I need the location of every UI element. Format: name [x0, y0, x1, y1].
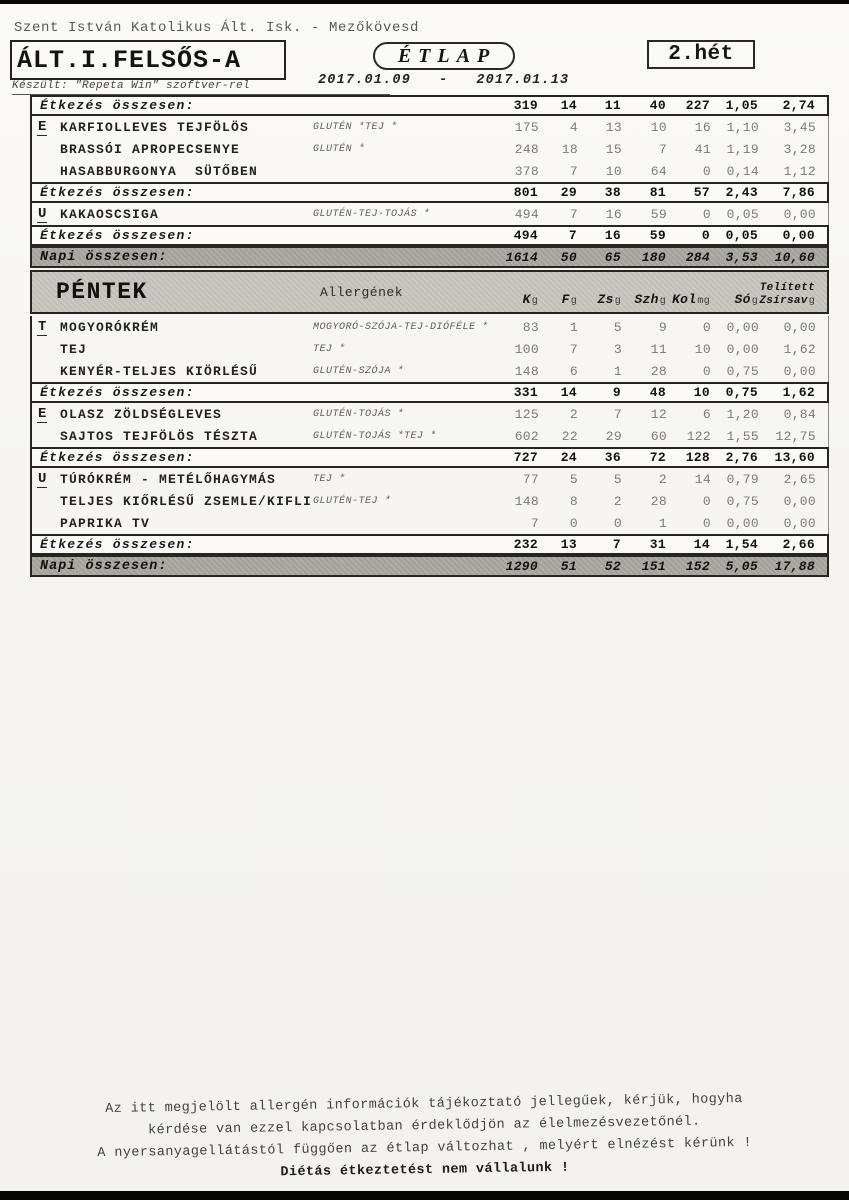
nutrition-value: 180: [641, 249, 666, 265]
nutrition-value: 0: [701, 228, 710, 243]
column-header-name: Só: [734, 292, 751, 307]
nutrition-value: 0,75: [726, 493, 759, 509]
total-label: Étkezés összesen:: [40, 98, 195, 113]
nutrition-value: 2,74: [782, 98, 815, 113]
week-number-box: [647, 40, 755, 69]
nutrition-value: 7,86: [782, 185, 815, 200]
nutrition-value: 1614: [505, 249, 538, 265]
nutrition-value: 28: [650, 363, 667, 379]
allergen-column-header: Allergének: [320, 284, 404, 300]
total-label: Napi összesen:: [40, 249, 168, 265]
nutrition-value: 2: [613, 493, 622, 509]
nutrition-value: 16: [605, 206, 622, 222]
nutrition-values: [492, 142, 828, 157]
nutrition-value: 0,00: [783, 319, 816, 335]
nutrition-value: 29: [605, 428, 622, 444]
nutrition-value: 5: [613, 471, 622, 487]
nutrition-value: 0,84: [783, 406, 816, 422]
nutrition-value: 12: [650, 406, 667, 422]
nutrition-value: 319: [513, 98, 538, 113]
nutrition-value: 0: [613, 515, 622, 531]
nutrition-value: 16: [694, 119, 711, 135]
nutrition-value: 7: [658, 141, 667, 157]
allergen-list: GLUTÉN-TEJ *: [313, 495, 392, 507]
total-label: Étkezés összesen:: [40, 385, 195, 400]
allergen-list: TEJ *: [313, 473, 346, 485]
nutrition-value: 10: [650, 119, 667, 135]
nutrition-values: [492, 342, 828, 357]
menu-item-row: [30, 425, 829, 447]
column-header: [710, 294, 758, 308]
nutrition-value: 36: [604, 450, 621, 465]
day-header-row: [30, 270, 829, 314]
menu-item-row: [30, 138, 829, 160]
date-separator: -: [439, 73, 449, 88]
meal-letter-text: T: [38, 319, 47, 335]
nutrition-value: 38: [604, 185, 621, 200]
nutrition-value: 7: [568, 228, 577, 243]
nutrition-value: 10,60: [774, 249, 815, 265]
nutrition-value: 9: [612, 385, 621, 400]
allergen-list: GLUTÉN-TEJ-TOJÁS *: [313, 208, 431, 220]
nutrition-value: 494: [514, 206, 539, 222]
nutrition-value: 0,00: [783, 515, 816, 531]
meal-letter: [32, 471, 60, 487]
nutrition-value: 52: [604, 558, 621, 574]
nutrition-values: [492, 120, 828, 135]
menu-item-row: [30, 403, 829, 425]
nutrition-value: 11: [604, 98, 621, 113]
nutrition-value: 9: [658, 319, 667, 335]
nutrition-value: 10: [694, 341, 711, 357]
nutrition-value: 31: [649, 537, 666, 552]
nutrition-value: 128: [685, 450, 710, 465]
software-credit: Készült: "Repeta Win" szoftver-rel: [12, 80, 390, 95]
week-number: 2.hét: [668, 43, 734, 66]
nutrition-value: 5: [569, 471, 578, 487]
column-header-unit: g: [659, 296, 666, 307]
menu-item-name: PAPRIKA TV: [60, 515, 151, 531]
allergen-list: GLUTÉN *TEJ *: [313, 121, 398, 133]
meal-total-row: [30, 382, 829, 403]
meal-letter: [32, 119, 60, 135]
menu-item-row: [30, 468, 829, 490]
nutrition-value: 2,65: [783, 471, 816, 487]
nutrition-value: 0: [702, 319, 711, 335]
nutrition-values: [492, 429, 828, 444]
nutrition-values: [492, 164, 828, 179]
menu-item-name: BRASSÓI APROPECSENYE: [60, 141, 241, 157]
nutrition-value: 29: [560, 185, 577, 200]
nutrition-value: 0,79: [726, 471, 759, 487]
allergen-list: GLUTÉN-TOJÁS *TEJ *: [313, 430, 437, 442]
nutrition-value: 40: [649, 98, 666, 113]
document-title: ÉTLAP: [397, 44, 497, 67]
menu-item-row: [30, 490, 829, 512]
nutrition-value: 57: [693, 185, 710, 200]
meal-letter-text: E: [38, 406, 47, 422]
nutrition-value: 122: [686, 428, 711, 444]
menu-item-row: [30, 360, 829, 382]
date-to: 2017.01.13: [476, 73, 570, 88]
column-header-name: K: [522, 292, 531, 307]
class-name: ÁLT.I.FELSŐS-A: [17, 45, 242, 75]
column-header-name: Szh: [634, 292, 659, 307]
nutrition-value: 0,05: [726, 206, 759, 222]
menu-item-row: [30, 512, 829, 534]
menu-item-name: KAKAOSCSIGA: [60, 206, 160, 222]
menu-item-name: SAJTOS TEJFÖLÖS TÉSZTA: [60, 428, 259, 444]
document-title-box: [373, 42, 515, 70]
nutrition-value: 8: [569, 493, 578, 509]
nutrition-values: [492, 516, 828, 531]
nutrition-value: 727: [513, 450, 538, 465]
nutrition-value: 0: [702, 363, 711, 379]
column-header-unit: g: [531, 296, 538, 307]
meal-letter: [32, 206, 60, 222]
menu-item-name: TÚRÓKRÉM - METÉLŐHAGYMÁS: [60, 471, 277, 487]
nutrition-value: 7: [612, 537, 621, 552]
nutrition-value: 3: [613, 341, 622, 357]
date-from: 2017.01.09: [318, 73, 412, 88]
nutrition-value: 3,28: [783, 141, 816, 157]
menu-item-row: [30, 116, 829, 138]
nutrition-value: 0,00: [726, 515, 759, 531]
meal-letter-text: U: [38, 471, 47, 487]
allergen-list: TEJ *: [313, 343, 346, 355]
nutrition-value: 14: [560, 385, 577, 400]
nutrition-values: [491, 537, 827, 552]
nutrition-value: 494: [513, 228, 538, 243]
meal-total-row: [30, 225, 829, 246]
footer-line: Az itt megjelölt allergén információk tájékoztató jellegűek, kérjük, hogyha: [105, 1091, 743, 1118]
nutrition-value: 59: [649, 228, 666, 243]
menu-item-row: [30, 316, 829, 338]
nutrition-value: 17,88: [774, 558, 815, 574]
nutrition-value: 3,45: [783, 119, 816, 135]
nutrition-value: 1: [613, 363, 622, 379]
day-name: PÉNTEK: [56, 279, 148, 305]
nutrition-value: 2: [569, 406, 578, 422]
nutrition-value: 1,12: [783, 163, 816, 179]
nutrition-value: 10: [605, 163, 622, 179]
nutrition-value: 24: [560, 450, 577, 465]
nutrition-value: 81: [649, 185, 666, 200]
column-header: [621, 294, 666, 308]
nutrition-value: 11: [650, 341, 667, 357]
nutrition-value: 0,75: [725, 385, 758, 400]
nutrition-values: [492, 320, 828, 335]
nutrition-value: 1,10: [726, 119, 759, 135]
nutrition-value: 28: [650, 493, 667, 509]
nutrition-value: 50: [560, 249, 577, 265]
meal-letter: [32, 319, 60, 335]
nutrition-value: 0,00: [726, 341, 759, 357]
total-label: Napi összesen:: [40, 558, 168, 574]
nutrition-values: [491, 281, 827, 312]
nutrition-value: 175: [514, 119, 539, 135]
nutrition-value: 14: [694, 471, 711, 487]
nutrition-value: 148: [514, 493, 539, 509]
nutrition-value: 10: [693, 385, 710, 400]
menu-item-row: [30, 203, 829, 225]
allergen-list: GLUTÉN-TOJÁS *: [313, 408, 405, 420]
nutrition-value: 12,75: [775, 428, 816, 444]
nutrition-value: 0,00: [783, 206, 816, 222]
nutrition-value: 100: [514, 341, 539, 357]
nutrition-value: 151: [641, 558, 666, 574]
nutrition-value: 18: [561, 141, 578, 157]
meal-total-row: [30, 182, 829, 203]
nutrition-value: 22: [561, 428, 578, 444]
nutrition-value: 0,75: [726, 363, 759, 379]
nutrition-value: 0,00: [783, 363, 816, 379]
menu-table: [30, 95, 829, 577]
nutrition-value: 331: [513, 385, 538, 400]
nutrition-value: 0: [702, 493, 711, 509]
column-header-name: F: [561, 292, 570, 307]
column-header: [538, 294, 577, 308]
daily-total-row: [30, 555, 829, 577]
nutrition-value: 1,54: [725, 537, 758, 552]
nutrition-value: 7: [569, 341, 578, 357]
nutrition-value: 2,43: [725, 185, 758, 200]
nutrition-value: 801: [513, 185, 538, 200]
nutrition-value: 148: [514, 363, 539, 379]
column-header-unit: g: [808, 296, 815, 307]
scan-edge-bottom: [0, 1191, 849, 1200]
column-header: [577, 294, 621, 308]
nutrition-value: 15: [605, 141, 622, 157]
menu-item-name: TEJ: [60, 341, 88, 357]
nutrition-value: 0,00: [783, 493, 816, 509]
menu-item-name: HASABBURGONYA SÜTŐBEN: [60, 163, 259, 179]
nutrition-value: 1290: [505, 558, 538, 574]
nutrition-value: 7: [569, 163, 578, 179]
nutrition-value: 65: [604, 249, 621, 265]
column-header: [491, 294, 538, 308]
nutrition-value: 48: [649, 385, 666, 400]
nutrition-value: 152: [685, 558, 710, 574]
school-name: Szent István Katolikus Ált. Isk. - Mezőkövesd: [14, 20, 420, 36]
meal-total-row: [30, 95, 829, 116]
nutrition-values: [492, 407, 828, 422]
nutrition-value: 4: [569, 119, 578, 135]
nutrition-value: 602: [514, 428, 539, 444]
menu-item-row: [30, 160, 829, 182]
total-label: Étkezés összesen:: [40, 185, 195, 200]
nutrition-value: 60: [650, 428, 667, 444]
footer-line-bold: Diétás étkeztetést nem vállalunk !: [280, 1160, 570, 1181]
allergen-list: GLUTÉN-SZÓJA *: [313, 365, 405, 377]
class-name-box: [10, 40, 286, 80]
total-label: Étkezés összesen:: [40, 450, 195, 465]
column-header: [758, 281, 815, 308]
nutrition-value: 1,19: [726, 141, 759, 157]
nutrition-value: 5: [613, 319, 622, 335]
column-header-name: Zs: [597, 292, 614, 307]
nutrition-value: 232: [513, 537, 538, 552]
footer-disclaimer: [0, 1087, 849, 1188]
total-label: Étkezés összesen:: [40, 228, 195, 243]
date-range: [318, 73, 569, 88]
nutrition-value: 227: [685, 98, 710, 113]
nutrition-value: 1: [658, 515, 667, 531]
column-header-name: Telített: [759, 282, 815, 294]
nutrition-value: 2,66: [782, 537, 815, 552]
nutrition-value: 1,62: [783, 341, 816, 357]
menu-item-row: [30, 338, 829, 360]
menu-item-name: KENYÉR-TELJES KIÖRLÉSŰ: [60, 363, 259, 379]
nutrition-value: 1,62: [782, 385, 815, 400]
scan-edge-top: [0, 0, 849, 4]
column-header-unit: mg: [697, 296, 710, 307]
nutrition-value: 16: [604, 228, 621, 243]
nutrition-value: 0,00: [726, 319, 759, 335]
nutrition-values: [492, 494, 828, 509]
meal-total-row: [30, 534, 829, 555]
nutrition-value: 0,14: [726, 163, 759, 179]
nutrition-value: 5,05: [725, 558, 758, 574]
nutrition-value: 248: [514, 141, 539, 157]
allergen-list: MOGYORÓ-SZÓJA-TEJ-DIÓFÉLE *: [313, 321, 489, 333]
nutrition-value: 2,76: [725, 450, 758, 465]
nutrition-values: [491, 450, 827, 465]
nutrition-value: 83: [522, 319, 539, 335]
nutrition-values: [491, 185, 827, 200]
nutrition-value: 284: [685, 249, 710, 265]
nutrition-value: 378: [514, 163, 539, 179]
nutrition-values: [491, 559, 827, 574]
meal-letter-text: E: [38, 119, 47, 135]
menu-item-name: KARFIOLLEVES TEJFÖLÖS: [60, 119, 250, 135]
nutrition-values: [492, 207, 828, 222]
nutrition-value: 1: [569, 319, 578, 335]
nutrition-value: 2: [658, 471, 667, 487]
column-header-name: Kol: [672, 292, 697, 307]
daily-total-row: [30, 246, 829, 268]
column-header: [666, 294, 710, 308]
nutrition-value: 7: [569, 206, 578, 222]
nutrition-value: 51: [560, 558, 577, 574]
nutrition-value: 1,55: [726, 428, 759, 444]
nutrition-value: 0: [569, 515, 578, 531]
footer-line: A nyersanyagellátástól függően az étlap változhat , melyért elnézést kérünk !: [97, 1135, 753, 1162]
menu-item-name: TELJES KIŐRLÉSŰ ZSEMLE/KIFLI: [60, 493, 313, 509]
allergen-list: GLUTÉN *: [313, 143, 366, 155]
total-label: Étkezés összesen:: [40, 537, 195, 552]
nutrition-value: 13,60: [774, 450, 815, 465]
column-header-unit: g: [751, 296, 758, 307]
meal-letter-text: U: [38, 206, 47, 222]
column-header-unit: g: [570, 296, 577, 307]
nutrition-values: [492, 364, 828, 379]
nutrition-value: 0,05: [725, 228, 758, 243]
nutrition-value: 59: [650, 206, 667, 222]
nutrition-value: 7: [613, 406, 622, 422]
nutrition-value: 41: [694, 141, 711, 157]
nutrition-values: [491, 98, 827, 113]
meal-total-row: [30, 447, 829, 468]
nutrition-value: 0: [702, 206, 711, 222]
nutrition-values: [491, 228, 827, 243]
nutrition-value: 0: [702, 515, 711, 531]
nutrition-value: 13: [605, 119, 622, 135]
nutrition-value: 125: [514, 406, 539, 422]
nutrition-value: 14: [560, 98, 577, 113]
nutrition-value: 64: [650, 163, 667, 179]
nutrition-value: 72: [649, 450, 666, 465]
nutrition-value: 14: [693, 537, 710, 552]
nutrition-value: 3,53: [725, 249, 758, 265]
column-header-name: Zsírsav: [759, 295, 808, 307]
nutrition-values: [491, 250, 827, 265]
nutrition-values: [492, 472, 828, 487]
menu-item-name: OLASZ ZÖLDSÉGLEVES: [60, 406, 223, 422]
nutrition-value: 77: [522, 471, 539, 487]
nutrition-values: [491, 385, 827, 400]
nutrition-value: 6: [702, 406, 711, 422]
meal-letter: [32, 406, 60, 422]
nutrition-value: 0,00: [782, 228, 815, 243]
nutrition-value: 13: [560, 537, 577, 552]
column-header-unit: g: [614, 296, 621, 307]
nutrition-value: 6: [569, 363, 578, 379]
footer-line: kérdése van ezzel kapcsolatban érdeklődjön az élelmezésvezetőnél.: [147, 1114, 701, 1139]
nutrition-value: 1,20: [726, 406, 759, 422]
menu-item-name: MOGYORÓKRÉM: [60, 319, 160, 335]
nutrition-value: 7: [530, 515, 539, 531]
nutrition-value: 0: [702, 163, 711, 179]
nutrition-value: 1,05: [725, 98, 758, 113]
